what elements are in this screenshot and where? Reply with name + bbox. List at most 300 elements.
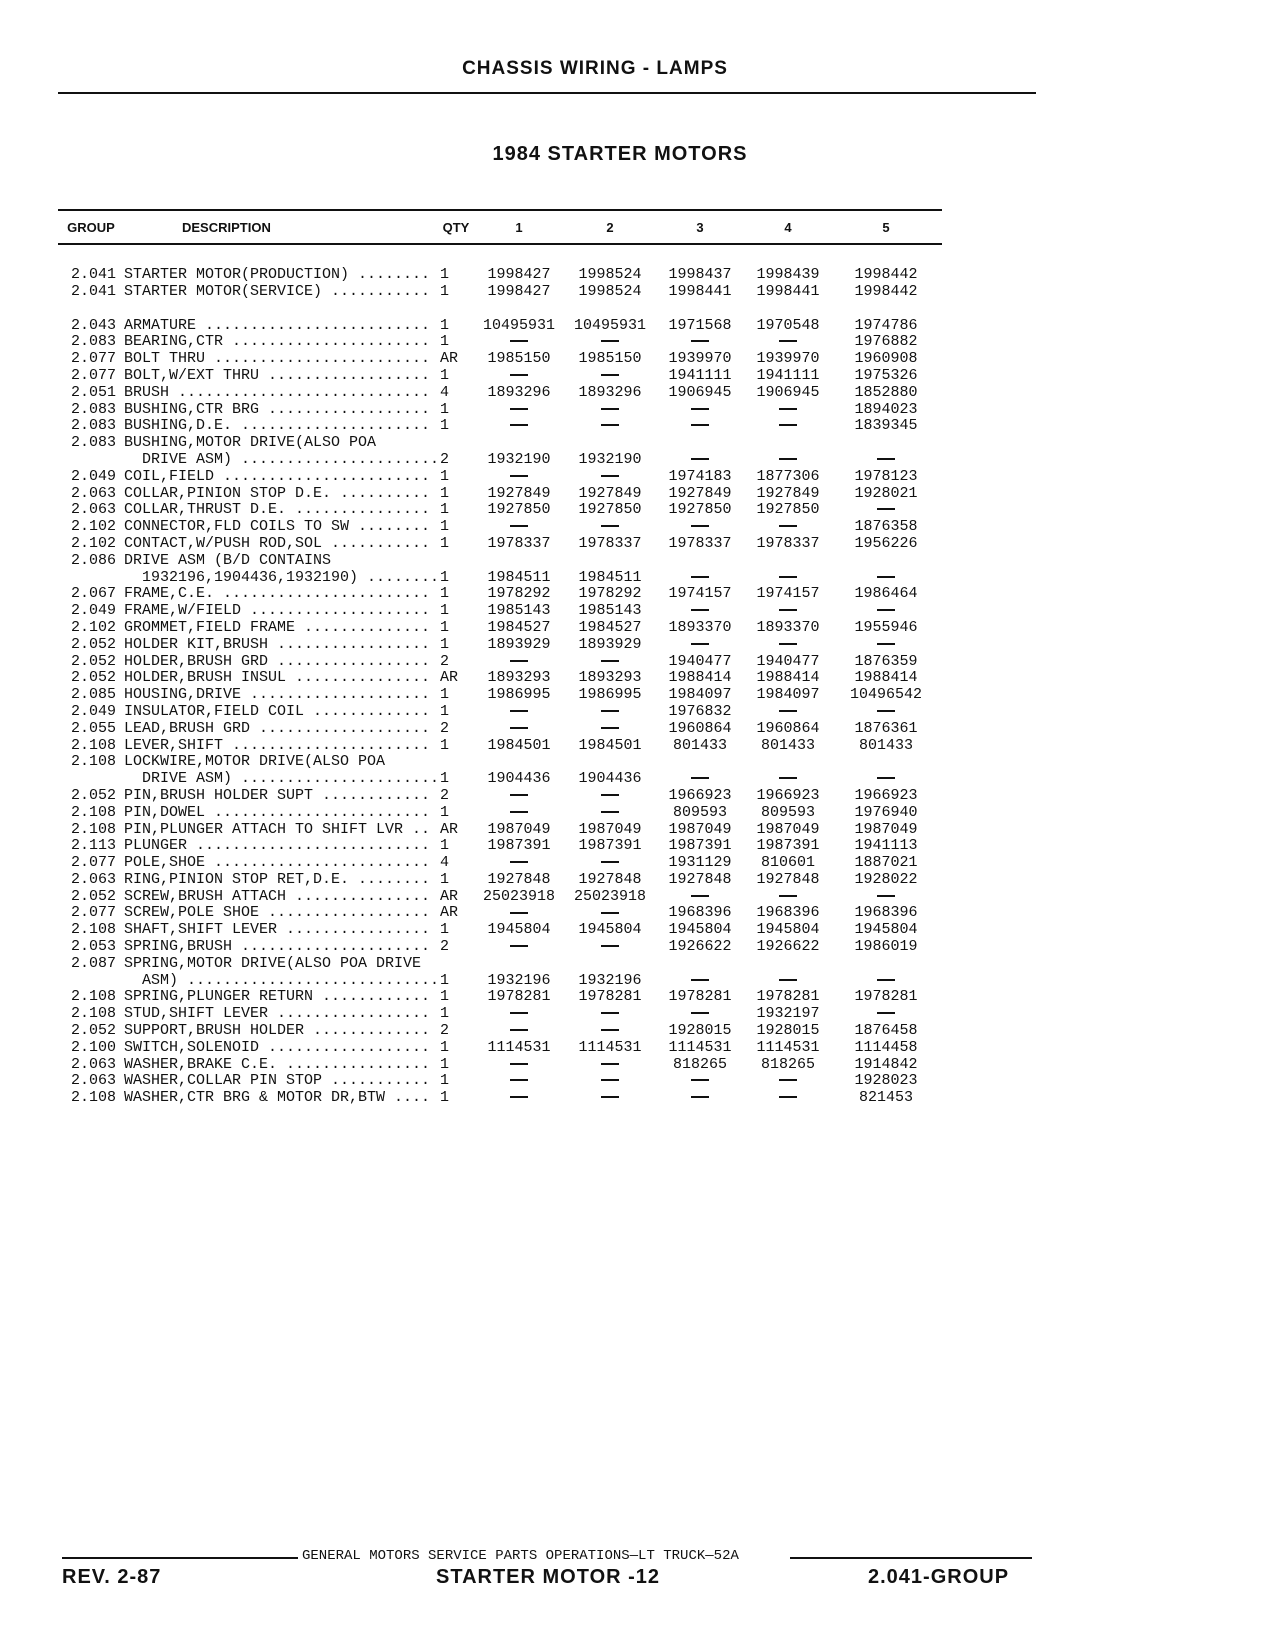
cell-group: 2.052 [70,1022,116,1040]
cell-part-number-2 [566,855,654,872]
dash-mark [779,1079,797,1081]
col-header-2: 2 [566,210,654,244]
cell-description: PIN,PLUNGER ATTACH TO SHIFT LVR .. [124,821,431,838]
cell-part-number-2 [566,553,654,570]
cell-part-number-5 [830,889,942,906]
cell-part-number-4 [746,637,830,654]
cell-qty: 1 [440,770,450,788]
dash-mark [601,525,619,527]
cell-group: 2.049 [70,602,116,620]
cell-part-number-5: 1987049 [854,820,918,838]
cell-group: 2.052 [70,652,116,670]
cell-group: 2.083 [70,434,116,452]
cell-group: 2.085 [70,686,116,704]
cell-qty: 2 [440,719,450,737]
cell-qty: 1 [440,417,450,435]
cell-part-number-1: 1932196 [487,971,551,989]
cell-part-number-2: 1932196 [578,971,642,989]
cell-part-number-1 [472,418,566,435]
cell-part-number-4: 1987391 [756,837,820,855]
cell-part-number-3: 1931129 [668,854,732,872]
cell-description: BUSHING,D.E. ..................... [124,418,431,435]
cell-description: SCREW,POLE SHOE .................. [124,905,431,922]
cell-part-number-1: 1987391 [487,837,551,855]
cell-part-number-3 [654,334,746,351]
cell-part-number-3 [654,452,746,469]
cell-part-number-4 [746,771,830,788]
cell-part-number-5: 1876361 [854,719,918,737]
cell-qty: 1 [440,568,450,586]
cell-part-number-1 [472,754,566,771]
dash-mark [877,895,895,897]
cell-qty: 1 [440,837,450,855]
cell-description: BEARING,CTR ...................... [124,334,431,351]
cell-part-number-2: 1978281 [578,988,642,1006]
table-row [58,1040,942,1057]
cell-qty: AR [440,904,459,922]
cell-part-number-5: 1876458 [854,1022,918,1040]
cell-group: 2.108 [70,820,116,838]
cell-qty [440,956,472,973]
cell-qty: 1 [440,585,450,603]
cell-description: LEAD,BRUSH GRD ................... [124,720,431,737]
cell-part-number-3: 1893370 [668,618,732,636]
cell-part-number-2 [566,519,654,536]
dash-mark [510,945,528,947]
cell-part-number-2: 1945804 [578,921,642,939]
cell-description: SWITCH,SOLENOID .................. [124,1039,431,1056]
cell-part-number-5: 1839345 [854,417,918,435]
cell-part-number-2: 1927849 [578,484,642,502]
cell-description: INSULATOR,FIELD COIL ............. [124,703,431,720]
cell-part-number-1 [472,368,566,385]
cell-part-number-2: 1984501 [578,736,642,754]
cell-part-number-1: 1987049 [487,820,551,838]
cell-qty [440,435,472,452]
cell-qty: 1 [440,602,450,620]
table-row [58,402,942,419]
cell-description: GROMMET,FIELD FRAME .............. [124,619,431,636]
cell-part-number-3: 1939970 [668,350,732,368]
cell-part-number-2: 1986995 [578,686,642,704]
cell-qty: 1 [440,400,450,418]
cell-group: 2.052 [70,887,116,905]
parts-table-body [58,244,942,1107]
cell-part-number-2 [566,956,654,973]
cell-part-number-3: 1927848 [668,870,732,888]
dash-mark [510,408,528,410]
cell-qty: 1 [440,988,450,1006]
cell-part-number-4 [746,553,830,570]
cell-part-number-2: 1978292 [578,585,642,603]
table-row [58,771,942,788]
table-row [58,973,942,990]
dash-mark [691,408,709,410]
cell-part-number-5: 1988414 [854,669,918,687]
cell-part-number-5 [830,1006,942,1023]
dash-mark [877,777,895,779]
cell-part-number-1: 1932190 [487,450,551,468]
cell-part-number-1: 1984511 [487,568,551,586]
dash-mark [691,609,709,611]
cell-part-number-2: 1893296 [578,383,642,401]
cell-part-number-4 [746,973,830,990]
col-header-description: DESCRIPTION [124,210,440,244]
cell-qty [440,553,472,570]
dash-mark [691,458,709,460]
cell-part-number-2: 1932190 [578,450,642,468]
dash-mark [691,525,709,527]
dash-mark [510,912,528,914]
cell-part-number-2 [566,939,654,956]
dash-mark [510,1012,528,1014]
cell-part-number-3: 1974183 [668,467,732,485]
cell-part-number-3: 1945804 [668,921,732,939]
cell-group: 2.063 [70,1072,116,1090]
dash-mark [601,811,619,813]
cell-qty: 1 [440,518,450,536]
cell-part-number-2 [566,1090,654,1107]
table-row [58,519,942,536]
cell-part-number-3 [654,418,746,435]
cell-group: 2.087 [70,954,116,972]
cell-group: 2.108 [70,988,116,1006]
dash-mark [601,1012,619,1014]
cell-part-number-4: 1978337 [756,534,820,552]
cell-qty: AR [440,887,459,905]
cell-part-number-2 [566,469,654,486]
cell-part-number-1: 10495931 [482,316,555,334]
table-row [58,1057,942,1074]
dash-mark [601,1079,619,1081]
cell-part-number-4 [746,435,830,452]
dash-mark [601,1063,619,1065]
cell-part-number-2 [566,435,654,452]
cell-qty: 1 [440,266,450,283]
cell-part-number-5: 1976882 [854,333,918,351]
cell-part-number-4: 1998441 [756,282,820,300]
cell-description: WASHER,BRAKE C.E. ................ [124,1056,431,1073]
cell-part-number-5: 1914842 [854,1055,918,1073]
cell-group: 2.077 [70,350,116,368]
cell-part-number-1: 1927848 [487,870,551,888]
cell-part-number-2 [566,1023,654,1040]
cell-part-number-2 [566,368,654,385]
cell-description: STARTER MOTOR(PRODUCTION) ........ [124,267,431,283]
cell-qty: 2 [440,652,450,670]
cell-description: COIL,FIELD ....................... [124,468,431,485]
cell-part-number-2 [566,334,654,351]
cell-group: 2.055 [70,719,116,737]
cell-description: HOLDER KIT,BRUSH ................. [124,636,431,653]
cell-group: 2.102 [70,534,116,552]
cell-qty: 4 [440,383,450,401]
cell-part-number-4 [746,704,830,721]
table-row [58,435,942,452]
dash-mark [601,912,619,914]
cell-part-number-2 [566,402,654,419]
cell-group: 2.043 [70,316,116,334]
table-row [58,654,942,671]
cell-group: 2.063 [70,1055,116,1073]
cell-part-number-1 [472,402,566,419]
cell-description: DRIVE ASM (B/D CONTAINS [124,552,332,569]
cell-part-number-3: 1928015 [668,1022,732,1040]
col-header-1: 1 [472,210,566,244]
table-row [58,905,942,922]
cell-qty: 1 [440,316,450,334]
cell-part-number-3: 1927850 [668,501,732,519]
cell-part-number-1: 1998427 [487,266,551,283]
dash-mark [779,340,797,342]
dash-mark [779,1096,797,1098]
cell-part-number-5: 1978123 [854,467,918,485]
cell-qty: 1 [440,618,450,636]
cell-part-number-2: 1927850 [578,501,642,519]
cell-part-number-3: 1114531 [668,1038,732,1056]
cell-part-number-5: 1978281 [854,988,918,1006]
cell-part-number-3: 1927849 [668,484,732,502]
cell-part-number-4: 1988414 [756,669,820,687]
dash-mark [779,777,797,779]
cell-part-number-4: 1945804 [756,921,820,939]
cell-group: 2.113 [70,837,116,855]
cell-qty: 2 [440,1022,450,1040]
cell-group: 2.067 [70,585,116,603]
cell-description: RING,PINION STOP RET,D.E. ........ [124,871,431,888]
cell-part-number-5 [830,973,942,990]
cell-part-number-4 [746,1090,830,1107]
cell-part-number-5 [830,435,942,452]
cell-description: HOLDER,BRUSH INSUL ............... [124,670,431,687]
dash-mark [510,861,528,863]
cell-part-number-3: 1984097 [668,686,732,704]
cell-part-number-3 [654,1073,746,1090]
cell-part-number-5: 1894023 [854,400,918,418]
dash-mark [877,609,895,611]
cell-group: 2.086 [70,551,116,569]
dash-mark [877,979,895,981]
cell-part-number-3: 1987391 [668,837,732,855]
cell-qty: AR [440,350,459,368]
table-row [58,368,942,385]
dash-mark [510,660,528,662]
cell-description: COLLAR,PINION STOP D.E. .......... [124,485,431,502]
cell-part-number-4: 1984097 [756,686,820,704]
cell-part-number-1: 1893293 [487,669,551,687]
cell-group: 2.102 [70,518,116,536]
footer-operations-line: GENERAL MOTORS SERVICE PARTS OPERATIONS—LT TRUCK—52A [302,1548,739,1564]
cell-part-number-5 [830,553,942,570]
cell-part-number-1: 1985143 [487,602,551,620]
cell-description: POLE,SHOE ........................ [124,855,431,872]
cell-part-number-3: 1941111 [668,366,732,384]
cell-description: BOLT,W/EXT THRU .................. [124,367,431,384]
cell-qty: 1 [440,333,450,351]
cell-part-number-5: 1887021 [854,854,918,872]
dash-mark [779,525,797,527]
cell-group: 2.041 [70,266,116,283]
cell-group: 2.041 [70,282,116,300]
cell-part-number-2: 1893293 [578,669,642,687]
table-row [58,570,942,587]
cell-part-number-3: 809593 [672,803,727,821]
cell-part-number-5 [830,754,942,771]
cell-part-number-5: 1945804 [854,921,918,939]
cell-part-number-3 [654,754,746,771]
cell-part-number-3 [654,973,746,990]
table-row [58,452,942,469]
cell-part-number-3: 1971568 [668,316,732,334]
cell-part-number-1 [472,1073,566,1090]
table-row [58,553,942,570]
dash-mark [691,1079,709,1081]
cell-group: 2.102 [70,618,116,636]
cell-part-number-3: 1998441 [668,282,732,300]
cell-group: 2.108 [70,753,116,771]
table-row [58,1006,942,1023]
cell-part-number-5: 1968396 [854,904,918,922]
cell-part-number-1 [472,469,566,486]
dash-mark [510,424,528,426]
dash-mark [510,1096,528,1098]
cell-group: 2.051 [70,383,116,401]
dash-mark [601,660,619,662]
cell-part-number-4: 1932197 [756,1005,820,1023]
col-header-qty: QTY [440,210,472,244]
cell-part-number-2 [566,905,654,922]
cell-part-number-3 [654,637,746,654]
cell-part-number-4 [746,1073,830,1090]
col-header-group: GROUP [58,210,124,244]
footer-center-title: STARTER MOTOR -12 [436,1566,661,1588]
table-row [58,788,942,805]
cell-description: BUSHING,CTR BRG .................. [124,401,431,418]
cell-part-number-5: 1966923 [854,786,918,804]
cell-part-number-5: 1986019 [854,938,918,956]
cell-part-number-5 [830,704,942,721]
cell-part-number-3 [654,603,746,620]
dash-mark [877,710,895,712]
table-row [58,502,942,519]
cell-group: 2.077 [70,904,116,922]
cell-part-number-4: 1926622 [756,938,820,956]
cell-part-number-1 [472,334,566,351]
cell-qty: 1 [440,702,450,720]
cell-qty: 1 [440,534,450,552]
cell-part-number-5 [830,771,942,788]
table-row [58,939,942,956]
cell-group [58,452,124,469]
cell-part-number-2: 1987391 [578,837,642,855]
cell-part-number-4: 1927850 [756,501,820,519]
table-row [58,1073,942,1090]
cell-qty: AR [440,669,459,687]
cell-part-number-2 [566,418,654,435]
cell-part-number-5 [830,452,942,469]
cell-part-number-1: 1984527 [487,618,551,636]
cell-part-number-4: 1987049 [756,820,820,838]
cell-group: 2.063 [70,484,116,502]
table-row [58,872,942,889]
cell-part-number-4 [746,570,830,587]
cell-part-number-3: 1987049 [668,820,732,838]
cell-part-number-4: 1877306 [756,467,820,485]
cell-description: SUPPORT,BRUSH HOLDER ............. [124,1023,431,1040]
cell-part-number-4: 1970548 [756,316,820,334]
cell-part-number-2 [566,654,654,671]
dash-mark [691,643,709,645]
cell-part-number-4: 1960864 [756,719,820,737]
cell-part-number-1: 1945804 [487,921,551,939]
cell-description: CONTACT,W/PUSH ROD,SOL ........... [124,535,431,552]
table-row [58,469,942,486]
table-row [58,620,942,637]
cell-part-number-1 [472,553,566,570]
cell-qty: 1 [440,467,450,485]
cell-description: PIN,DOWEL ........................ [124,804,431,821]
cell-group: 2.052 [70,635,116,653]
dash-mark [691,895,709,897]
cell-description: SHAFT,SHIFT LEVER ................ [124,922,431,939]
cell-part-number-1 [472,721,566,738]
cell-description: WASHER,CTR BRG & MOTOR DR,BTW .... [124,1090,431,1107]
cell-description: SCREW,BRUSH ATTACH ............... [124,888,431,905]
cell-qty: 2 [440,450,450,468]
cell-part-number-2: 1904436 [578,770,642,788]
cell-part-number-3: 1998437 [668,266,732,283]
cell-description: DRIVE ASM) ...................... [124,771,440,788]
cell-qty: 1 [440,870,450,888]
cell-part-number-1 [472,905,566,922]
cell-part-number-3: 801433 [672,736,727,754]
cell-qty: 2 [440,938,450,956]
footer-group-ref: 2.041-GROUP [868,1566,1010,1588]
cell-part-number-5: 1114458 [854,1038,918,1056]
dash-mark [779,979,797,981]
cell-part-number-5 [830,603,942,620]
dash-mark [510,525,528,527]
dash-mark [510,727,528,729]
cell-part-number-3: 1940477 [668,652,732,670]
cell-qty: 1 [440,282,450,300]
cell-group: 2.108 [70,1089,116,1107]
dash-mark [601,374,619,376]
table-row [58,838,942,855]
cell-qty: 2 [440,786,450,804]
cell-part-number-4: 1906945 [756,383,820,401]
dash-mark [691,1012,709,1014]
cell-part-number-5: 1960908 [854,350,918,368]
cell-part-number-1 [472,788,566,805]
cell-part-number-1 [472,654,566,671]
cell-qty: 1 [440,803,450,821]
cell-part-number-4: 809593 [760,803,815,821]
cell-part-number-1: 1904436 [487,770,551,788]
cell-part-number-3: 818265 [672,1055,727,1073]
cell-description: PIN,BRUSH HOLDER SUPT ............ [124,787,431,804]
cell-part-number-1: 1986995 [487,686,551,704]
dash-mark [779,458,797,460]
cell-part-number-1 [472,805,566,822]
cell-part-number-5: 1975326 [854,366,918,384]
col-header-5: 5 [830,210,942,244]
cell-part-number-3: 1966923 [668,786,732,804]
cell-part-number-3: 1906945 [668,383,732,401]
cell-part-number-5: 1928023 [854,1072,918,1090]
cell-group: 2.108 [70,921,116,939]
cell-group: 2.052 [70,669,116,687]
